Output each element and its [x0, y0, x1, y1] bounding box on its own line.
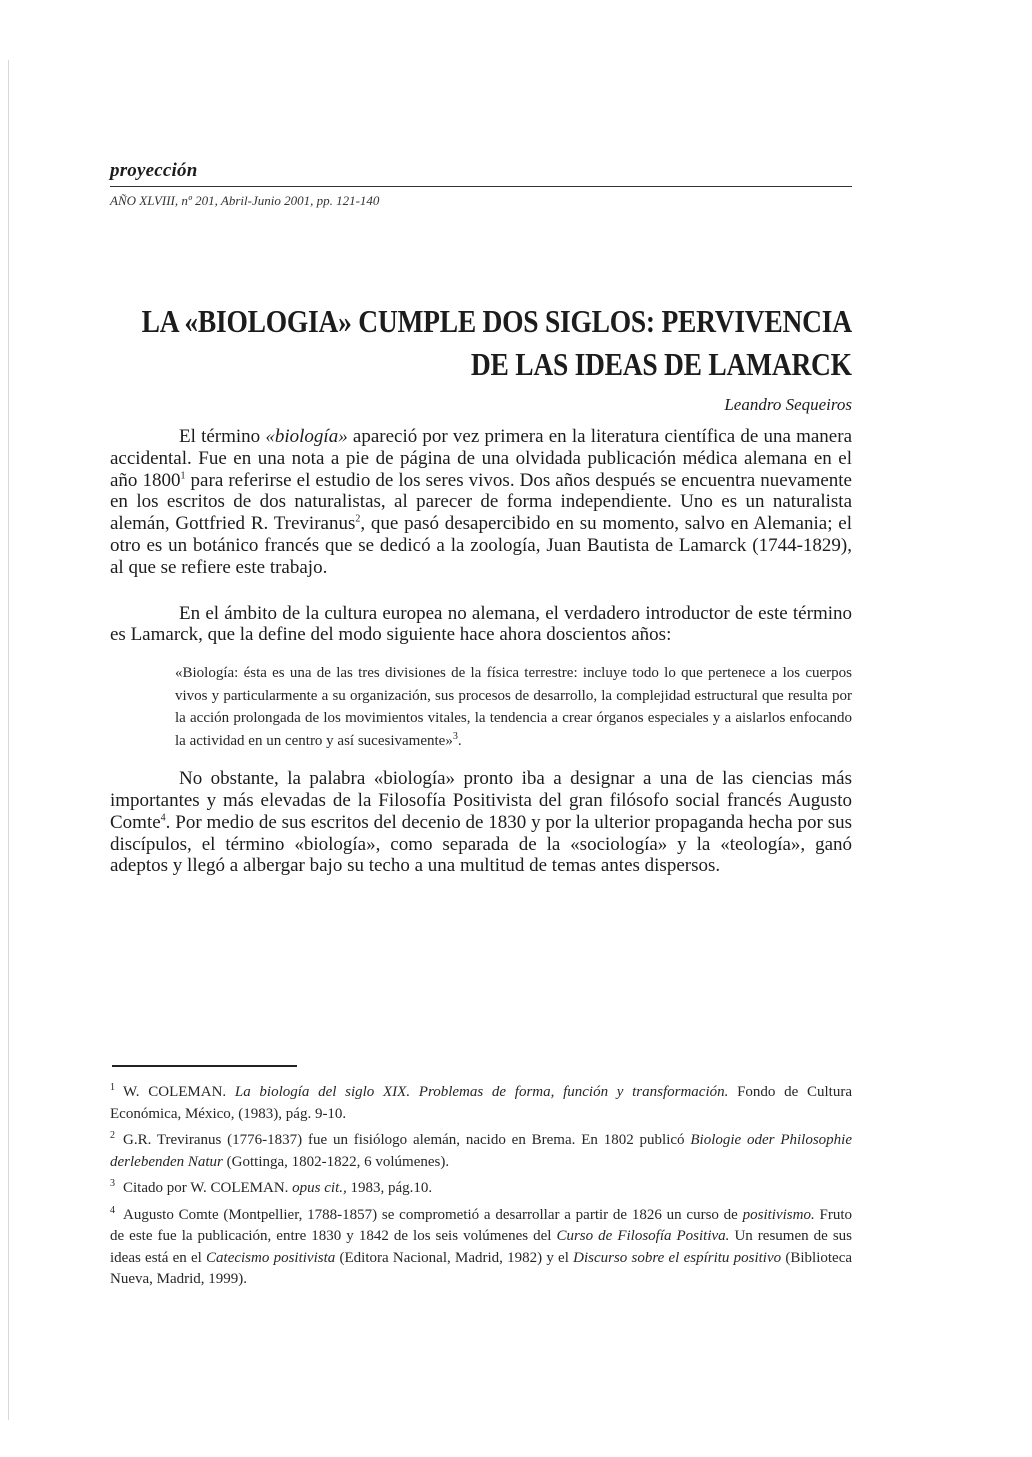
footnote-number: 1: [110, 1082, 115, 1093]
footnote-text: Un resumen de sus ideas está en el: [110, 1228, 852, 1266]
paragraph-1: [110, 426, 852, 579]
footnote-4: [110, 1200, 852, 1291]
p1-text-b: apareció por vez primera en la literatura científica de una manera accidental. Fue en una nota a pie de página de una olvidada publicación médica alemana en el año 1800: [110, 426, 852, 491]
footnote-text: G.R. Treviranus (1776-1837) fue un fisiólogo alemán, nacido en Brema. En 1802 publicó: [123, 1132, 691, 1148]
footnote-italic: La biología del siglo XIX. Problemas de forma, función y transformación.: [234, 1084, 729, 1100]
p3-text-a: No obstante, la palabra «biología» pronto iba a designar a una de las ciencias más importantes y más elevadas de la Filosofía Positivista del gran filósofo social francés Augusto Comte: [110, 768, 852, 833]
footnote-number: 3: [110, 1178, 115, 1189]
footnote-italic: Discurso sobre el espíritu positivo: [573, 1249, 782, 1266]
footnote-text: (Editora Nacional, Madrid, 1982) y el: [335, 1249, 574, 1266]
footnote-text: Fruto de este fue la publicación, entre 1830 y 1842 de los seis volúmenes del: [110, 1206, 852, 1244]
footnote-ref-2: 2: [355, 513, 361, 525]
footnote-text: Augusto Comte (Montpellier, 1788-1857) se comprometió a desarrollar a partir de 1826 un curso de: [123, 1206, 743, 1223]
footnote-ref-3: 3: [452, 730, 458, 742]
footnote-text: (Gottinga, 1802-1822, 6 volúmenes).: [222, 1153, 450, 1170]
footnote-3: [110, 1173, 852, 1200]
journal-name: proyección: [110, 160, 198, 181]
paragraph-2: En el ámbito de la cultura europea no alemana, el verdadero introductor de este término es Lamarck, que la define del modo siguiente hace ahora doscientos años:: [110, 602, 852, 646]
title-line-2: DE LAS IDEAS DE LAMARCK: [471, 346, 852, 382]
footnote-number: 4: [110, 1204, 115, 1216]
footnote-italic: positivismo.: [742, 1206, 815, 1223]
scan-edge-line: [8, 60, 9, 1420]
footnote-number: 2: [110, 1130, 115, 1141]
article-body: [110, 426, 852, 877]
footnote-text: Fondo de Cultura Económica, México, (1983), pág. 9-10.: [110, 1084, 852, 1122]
quote-text: «Biología: ésta es una de las tres divisiones de la física terrestre: incluye todo lo que pertenece a los cuerpos vivos y particularmente a su organización, sus procesos de desarrollo, la complejidad estructural que resulta por la acción prolongada de los movimientos vitales, la tendencia a crear órganos especiales y a aislarlos enfocando la actividad en un centro y así sucesivamente»: [175, 665, 852, 749]
paragraph-3: [110, 768, 852, 877]
footnote-italic: opus cit.,: [292, 1180, 347, 1196]
article-author: Leandro Sequeiros: [724, 395, 852, 414]
quote-end: .: [457, 732, 462, 749]
block-quote: [175, 662, 852, 752]
footnote-ref-4: 4: [160, 812, 166, 824]
journal-header: [110, 160, 852, 209]
footnote-rule: [112, 1065, 297, 1067]
footnote-1: [110, 1077, 852, 1125]
p1-term: «biología»: [265, 426, 348, 447]
footnote-text: W. COLEMAN.: [123, 1084, 235, 1100]
article-title: [142, 300, 852, 386]
footnote-text: Citado por W. COLEMAN.: [123, 1180, 293, 1196]
p1-text-a: El término: [179, 426, 266, 447]
footnote-italic: Catecismo positivista: [206, 1249, 336, 1266]
p1-text-c: para referirse el estudio de los seres vivos. Dos años después se encuentra nuevamente en los escritos de dos naturalistas, al parecer de forma independiente. Uno es un naturalista alemán, Gottfried R. Treviranus: [110, 469, 852, 535]
p3-text-b: . Por medio de sus escritos del decenio de 1830 y por la ulterior propaganda hecha por sus discípulos, el término «biología», como separada de la «sociología» y la «teología», ganó adeptos y llegó a albergar bajo su techo a una multitud de temas antes dispersos.: [110, 811, 852, 877]
footnote-2: [110, 1125, 852, 1173]
p1-text-d: , que pasó desapercibido en su momento, salvo en Alemania; el otro es un botánico francés que se dedicó a la zoología, Juan Bautista de Lamarck (1744-1829), al que se refiere este trabajo.: [110, 513, 852, 578]
footnote-italic: Curso de Filosofía Positiva.: [556, 1228, 730, 1244]
footnotes: [110, 1077, 852, 1291]
header-rule: [110, 186, 852, 187]
title-line-1: LA «BIOLOGIA» CUMPLE DOS SIGLOS: PERVIVENCIA: [141, 303, 852, 339]
footnote-italic: Biologie oder Philosophie derlebenden Natur: [110, 1132, 852, 1170]
footnote-text: (Biblioteca Nueva, Madrid, 1999).: [110, 1249, 853, 1287]
issue-info: AÑO XLVIII, nº 201, Abril-Junio 2001, pp. 121-140: [110, 193, 380, 208]
footnote-text: 1983, pág.10.: [346, 1180, 433, 1196]
footnote-ref-1: 1: [180, 470, 186, 482]
